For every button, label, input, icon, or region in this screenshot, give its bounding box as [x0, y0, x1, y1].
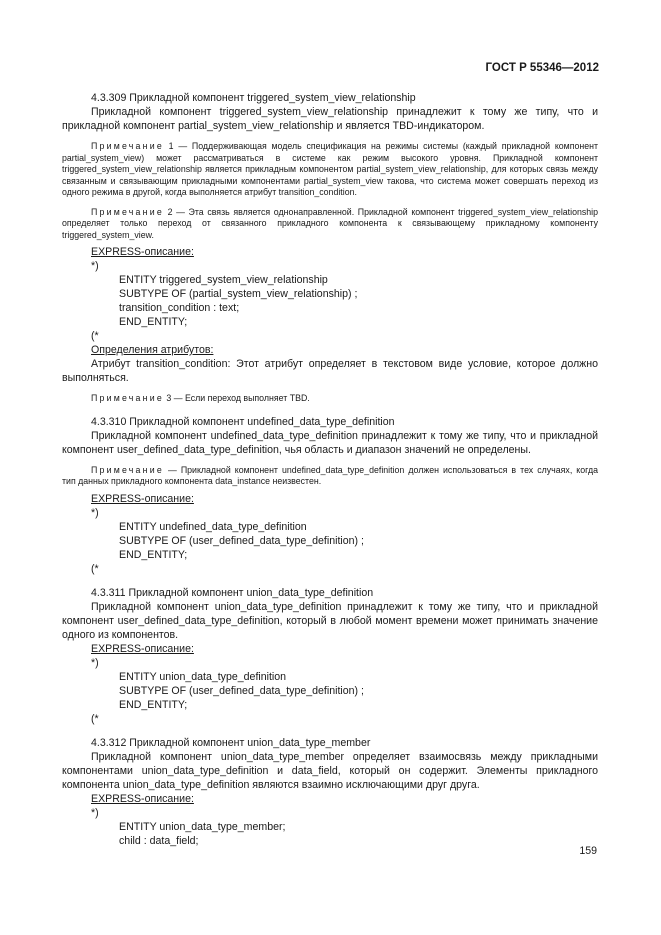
code-line: child : data_field; [119, 834, 199, 847]
attr-label-309: Определения атрибутов: [91, 344, 214, 356]
doc-header: ГОСТ Р 55346—2012 [485, 62, 599, 74]
code-line: ENTITY union_data_type_definition [119, 670, 287, 683]
attr-text-309: Атрибут transition_condition: Этот атрибут определяет в текстовом виде условие, которое должно выполняться. [62, 358, 598, 384]
code-line: ENTITY undefined_data_type_definition [119, 520, 307, 533]
note-text: — Прикладной компонент undefined_data_type_definition должен использоваться в тех случаях, когда тип данных прикладного компонента data_instance неизвестен. [62, 464, 598, 486]
note-text: 3 — Если переход выполняет TBD. [163, 393, 310, 403]
page-number: 159 [579, 845, 597, 857]
code-line: END_ENTITY; [119, 698, 188, 711]
note-310 [62, 465, 598, 488]
code-line: ENTITY union_data_type_member; [119, 820, 286, 833]
section-title-309: 4.3.309 Прикладной компонент triggered_system_view_relationship [91, 92, 416, 104]
section-title-310: 4.3.310 Прикладной компонент undefined_data_type_definition [91, 415, 395, 428]
section-text-310: Прикладной компонент undefined_data_type_definition принадлежит к тому же типу, что и прикладной компонент user_defined_data_type_definition, чья область и диапазон значений не определены. [62, 429, 598, 456]
note-label: Примечание [91, 464, 164, 475]
express-label-312: EXPRESS-описание: [91, 792, 194, 805]
code-line: (* [91, 712, 99, 725]
section-text-311: Прикладной компонент union_data_type_definition принадлежит к тому же типу, что и прикладной компонент user_defined_data_type_definition, который в любой момент времени может принимать значение одного из компонентов. [62, 600, 598, 641]
code-line: END_ENTITY; [119, 548, 188, 561]
section-title-312: 4.3.312 Прикладной компонент union_data_type_member [91, 736, 371, 749]
express-label-311: EXPRESS-описание: [91, 642, 194, 655]
code-line: (* [91, 562, 99, 575]
code-line: SUBTYPE OF (user_defined_data_type_definition) ; [119, 534, 364, 547]
code-line: END_ENTITY; [119, 316, 188, 328]
section-title-311: 4.3.311 Прикладной компонент union_data_type_definition [91, 586, 374, 599]
note-309-3 [62, 393, 598, 405]
code-line: transition_condition : text; [119, 302, 240, 314]
page-content [62, 91, 598, 848]
section-text-312: Прикладной компонент union_data_type_member определяет взаимосвязь между прикладными компонентами union_data_type_definition и data_field, который он содержит. Элементы прикладного компонента union_data_type_definition являются взаимно исключающими друг друга. [62, 750, 598, 791]
note-label: Примечание [91, 206, 164, 217]
code-line: SUBTYPE OF (user_defined_data_type_definition) ; [119, 684, 364, 697]
note-text: 1 — Поддерживающая модель спецификация на режимы системы (каждый прикладной компонент partial_system_view) может рассматриваться в системе как режим высокого уровня. Прикладной компонент triggered_system_view_relationship является прикладным компонентом partial_system_view_relationship, для которых связь между связанным и связывающим прикладными компонентами partial_system_view такова, что система может совершать переход из одного режима в другой, когда выполняется атрибут transition_condition. [62, 141, 598, 197]
section-text-309: Прикладной компонент triggered_system_view_relationship принадлежит к тому же типу, что и прикладной компонент partial_system_view_relationship и является TBD-индикатором. [62, 106, 598, 132]
code-line: *) [91, 506, 99, 519]
note-text: 2 — Эта связь является однонаправленной. Прикладной компонент triggered_system_view_relationship определяет только переход от связанного прикладного компонента к связывающему прикладному компоненту triggered_system_view. [62, 206, 598, 240]
code-line: *) [91, 656, 99, 669]
note-label: Примечание [91, 393, 164, 403]
note-label: Примечание [91, 141, 164, 151]
code-line: SUBTYPE OF (partial_system_view_relationship) ; [119, 288, 358, 300]
note-309-1 [62, 141, 598, 199]
code-line: *) [91, 806, 99, 819]
note-309-2 [62, 207, 598, 242]
express-label-309: EXPRESS-описание: [91, 246, 194, 258]
express-label-310: EXPRESS-описание: [91, 492, 194, 505]
code-line: ENTITY triggered_system_view_relationship [119, 274, 328, 286]
code-line: *) [91, 260, 99, 272]
code-line: (* [91, 330, 99, 342]
